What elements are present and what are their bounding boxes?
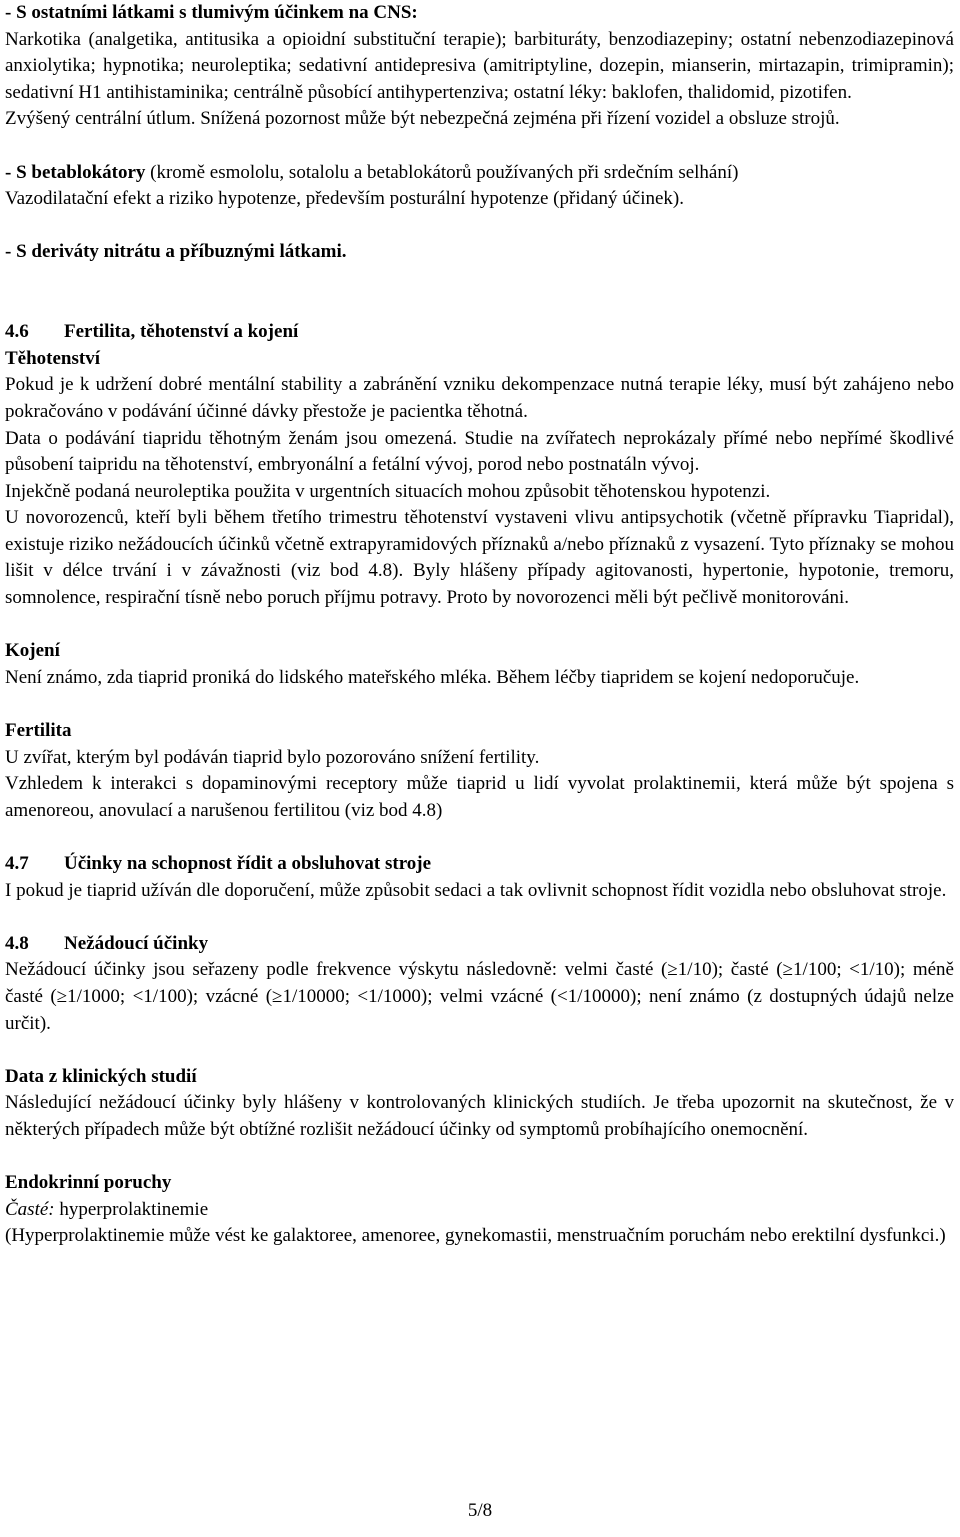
- pregnancy-heading: Těhotenství: [5, 347, 100, 369]
- section-4-7-title: Účinky na schopnost řídit a obsluhovat stroje: [64, 853, 432, 874]
- fertility-heading: Fertilita: [5, 720, 72, 742]
- pregnancy-p2: Data o podávání tiapridu těhotným ženám jsou omezená. Studie na zvířatech neprokázaly přímé nebo nepřímé škodlivé působení taipridu na těhotenství, embryonální a fetální vývoj, porod nebo postnatáln vývoj.: [5, 427, 954, 476]
- section-4-7-text: I pokud je tiaprid užíván dle doporučení, může způsobit sedaci a tak ovlivnit schopnost řídit vozidla nebo obsluhovat stroje.: [5, 879, 947, 901]
- section-4-8-heading: [5, 931, 954, 958]
- cns-heading: - S ostatními látkami s tlumivým účinkem na CNS:: [5, 2, 418, 23]
- endocrine-entry: [5, 1197, 954, 1224]
- section-4-8-title: Nežádoucí účinky: [64, 932, 209, 954]
- fertility-p1: U zvířat, kterým byl podáván tiaprid bylo pozorováno snížení fertility.: [5, 746, 540, 768]
- beta-qualifier: (kromě esmololu, sotalolu a betablokátorů používaných při srdečním selhání): [145, 161, 739, 183]
- pregnancy-p3: Injekčně podaná neuroleptika použita v urgentních situacích mohou způsobit těhotenskou hypotenzi.: [5, 480, 771, 502]
- section-4-6-heading: [5, 319, 954, 346]
- lactation-heading: Kojení: [5, 640, 60, 662]
- section-4-7-number: 4.7: [5, 853, 29, 874]
- beta-effect: Vazodilatační efekt a riziko hypotenze, především posturální hypotenze (přidaný účinek).: [5, 188, 684, 210]
- clinical-heading: Data z klinických studií: [5, 1065, 197, 1087]
- endocrine-heading: Endokrinní poruchy: [5, 1172, 172, 1194]
- cns-text: Narkotika (analgetika, antitusika a opioidní substituční terapie); barbituráty, benzodiazepiny; ostatní nebenzodiazepinová anxiolytika; hypnotika; neuroleptika; sedativní antidepresiva (amitriptyline, dozepin, mianserin, mirtazapin, trimipramin); sedativní H1 antihistaminika; centrálně působící antihypertenziva; ostatní léky: baklofen, thalidomid, pizotifen.: [5, 28, 954, 103]
- beta-heading: - S betablokátory: [5, 161, 146, 183]
- pregnancy-p1: Pokud je k udržení dobré mentální stability a zabránění vzniku dekompenzace nutná terapie léky, musí být zahájeno nebo pokračováno v podávání účinné dávky přestože je pacientka těhotná.: [5, 374, 954, 422]
- section-4-8-number: 4.8: [5, 932, 29, 954]
- section-4-6-title: Fertilita, těhotenství a kojení: [64, 321, 299, 343]
- frequency-label: Časté:: [5, 1198, 55, 1220]
- frequency-value: hyperprolaktinemie: [54, 1198, 209, 1220]
- cns-effect: Zvýšený centrální útlum. Snížená pozornost může být nebezpečná zejména při řízení vozidel a obsluze strojů.: [5, 108, 840, 130]
- pregnancy-p4: U novorozenců, kteří byli během třetího trimestru těhotenství vystaveni vlivu antipsychotik (včetně přípravku Tiapridal), existuje riziko nežádoucích účinků včetně extrapyramidových příznaků a/nebo příznaků z vysazení. Tyto příznaky se mohou lišit v délce trvání i v závažnosti (viz bod 4.8). Byly hlášeny případy agitovanosti, hypertonie, hypotonie, tremoru, somnolence, respirační tísně nebo poruch příjmu potravy. Proto by novorozenci měli být pečlivě monitorováni.: [5, 507, 954, 609]
- page-number: 5/8: [467, 1500, 493, 1521]
- frequency-text: Nežádoucí účinky jsou seřazeny podle frekvence výskytu následovně: velmi časté (≥1/10); časté (≥1/100; <1/10); méně časté (≥1/1000; <1/100); vzácné (≥1/10000; <1/1000); velmi vzácné (<1/10000); není známo (z dostupných údajů nelze určit).: [5, 959, 954, 1034]
- endocrine-note: (Hyperprolaktinemie může vést ke galaktoree, amenoree, gynekomastii, menstruačním poruchám nebo erektilní dysfunkci.): [5, 1225, 946, 1247]
- fertility-p2: Vzhledem k interakci s dopaminovými receptory může tiaprid u lidí vyvolat prolaktinemii, která může být spojena s amenoreou, anovulací a narušenou fertilitou (viz bod 4.8): [5, 773, 954, 821]
- clinical-text: Následující nežádoucí účinky byly hlášeny v kontrolovaných klinických studiích. Je třeba upozornit na skutečnost, že v některých případech může být obtížné rozlišit nežádoucí účinky od symptomů probíhajícího onemocnění.: [5, 1092, 954, 1140]
- section-4-6-number: 4.6: [5, 321, 29, 343]
- nitrate-heading: - S deriváty nitrátu a příbuznými látkami.: [5, 241, 347, 263]
- beta-paragraph: [5, 160, 954, 187]
- lactation-text: Není známo, zda tiaprid proniká do lidského mateřského mléka. Během léčby tiapridem se kojení nedoporučuje.: [5, 666, 860, 688]
- section-4-7-heading: [5, 851, 954, 878]
